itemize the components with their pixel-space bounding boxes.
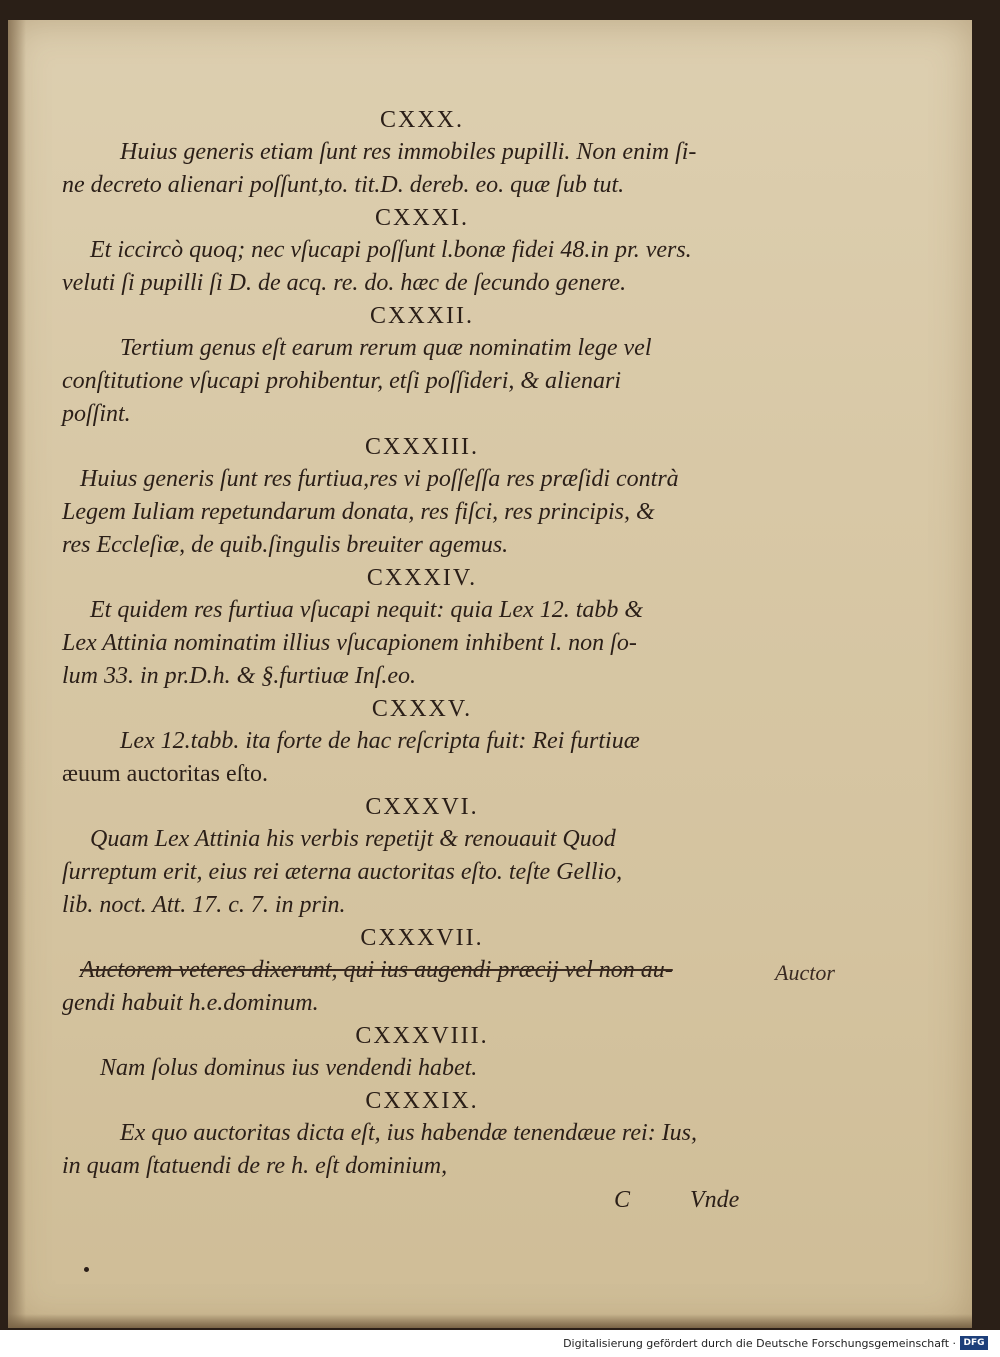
section-text	[62, 1052, 782, 1085]
text-line: Lex Attinia nominatim illius vſucapionem inhibent l. non ſo-	[62, 630, 637, 656]
section-heading: CXXXIII.	[365, 434, 479, 460]
page-edge-shadow	[8, 1314, 972, 1328]
section-text	[62, 725, 782, 791]
page-gutter-shadow	[8, 20, 26, 1328]
section-text	[62, 136, 782, 202]
section-heading: CXXXIX.	[365, 1088, 479, 1114]
funding-credit: Digitalisierung gefördert durch die Deutsche Forschungsgemeinschaft ·	[563, 1337, 956, 1350]
text-line: ne decreto alienari poſſunt,to. tit.D. dereb. eo. quæ ſub tut.	[62, 172, 625, 198]
text-line: Huius generis ſunt res furtiua,res vi poſſeſſa res præſidi contrà	[80, 466, 679, 492]
text-line: conſtitutione vſucapi prohibentur, etſi poſſideri, & alienari	[62, 368, 622, 394]
text-line: gendi habuit h.e.dominum.	[62, 990, 319, 1016]
text-line: lum 33. in pr.D.h. & §.furtiuæ Inſ.eo.	[62, 663, 417, 689]
section-text	[62, 234, 782, 300]
text-line: Auctorem veteres dixerunt, qui ius augendi præcij vel non au-	[80, 957, 673, 983]
digitization-footer	[0, 1333, 1000, 1357]
section-heading: CXXXIV.	[366, 565, 478, 591]
text-line: res Eccleſiæ, de quib.ſingulis breuiter agemus.	[62, 532, 509, 558]
handwritten-margin-note: Auctor	[775, 960, 835, 985]
text-line: Et quidem res furtiua vſucapi nequit: quia Lex 12. tabb &	[90, 597, 644, 623]
text-block	[62, 104, 782, 1183]
section-heading: CXXXVIII.	[355, 1023, 489, 1049]
section-text	[62, 332, 782, 431]
text-line: lib. noct. Att. 17. c. 7. in prin.	[62, 892, 346, 918]
section-text	[62, 823, 782, 922]
section-heading: CXXXI.	[375, 205, 469, 231]
text-line: veluti ſi pupilli ſi D. de acq. re. do. hæc de ſecundo genere.	[62, 270, 627, 296]
text-line: Tertium genus eſt earum rerum quæ nominatim lege vel	[120, 335, 652, 361]
section-heading: CXXX.	[379, 107, 464, 133]
text-line: ſurreptum erit, eius rei æterna auctoritas eſto. teſte Gellio,	[62, 859, 623, 885]
ink-dot	[84, 1267, 89, 1272]
catchword: Vnde	[690, 1187, 740, 1213]
dfg-logo-icon: DFG	[960, 1336, 988, 1350]
text-line: Huius generis etiam ſunt res immobiles pupilli. Non enim ſi-	[120, 139, 697, 165]
section-heading: CXXXII.	[370, 303, 474, 329]
section-text	[62, 594, 782, 693]
text-line: Nam ſolus dominus ius vendendi habet.	[100, 1055, 478, 1081]
signature-mark: C	[614, 1187, 631, 1213]
text-line: in quam ſtatuendi de re h. eſt dominium,	[62, 1153, 448, 1179]
section-heading: CXXXVI.	[365, 794, 479, 820]
text-line: poſſint.	[62, 401, 131, 427]
text-line: Legem Iuliam repetundarum donata, res fiſci, res principis, &	[62, 499, 655, 525]
text-line: æuum auctoritas eſto.	[62, 761, 268, 787]
section-text	[62, 1117, 782, 1183]
text-line: Et iccircò quoq; nec vſucapi poſſunt l.bonæ fidei 48.in pr. vers.	[90, 237, 692, 263]
section-text	[62, 463, 782, 562]
section-text	[62, 954, 782, 1020]
section-heading: CXXXV.	[371, 696, 473, 722]
text-line: Ex quo auctoritas dicta eſt, ius habendæ tenendæue rei: Ius,	[120, 1120, 698, 1146]
text-line: Lex 12.tabb. ita forte de hac reſcripta fuit: Rei furtiuæ	[120, 728, 640, 754]
section-heading: CXXXVII.	[360, 925, 484, 951]
text-line: Quam Lex Attinia his verbis repetijt & renouauit Quod	[90, 826, 616, 852]
